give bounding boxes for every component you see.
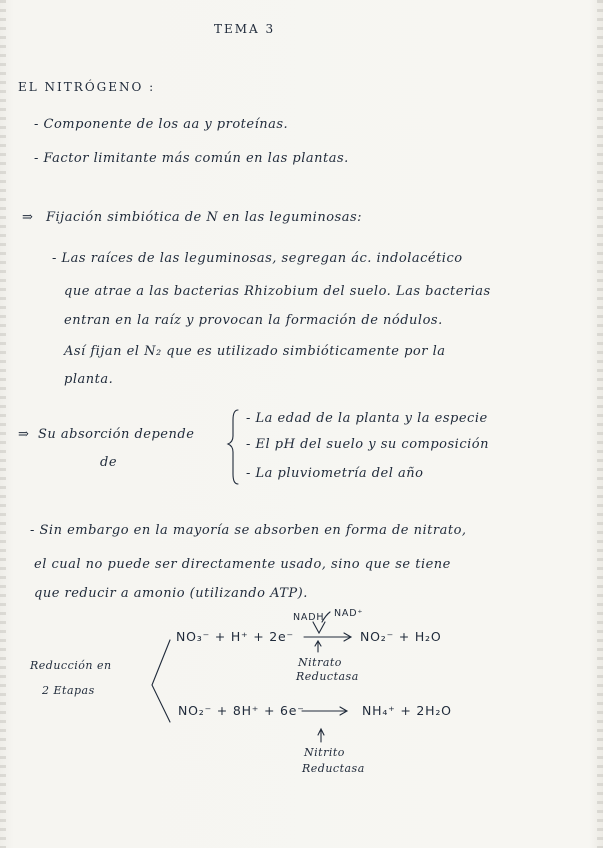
paragraph-line: - Las raíces de las leguminosas, segregan ác. indolacético — [52, 251, 463, 266]
absorption-factor: - La pluviometría del año — [246, 466, 424, 481]
paragraph-line: Así fijan el N₂ que es utilizado simbióticamente por la — [64, 344, 446, 359]
enzyme-label: Reductasa — [296, 670, 359, 683]
paragraph-line: que reducir a amonio (utilizando ATP). — [34, 586, 308, 601]
section-heading: EL NITRÓGENO : — [18, 80, 156, 94]
paragraph-line: planta. — [64, 372, 114, 387]
absorption-label: de — [100, 455, 118, 470]
cofactor-nadh: NADH — [293, 612, 325, 623]
reduction-label: Reducción en — [30, 659, 112, 672]
paragraph-line: el cual no puede ser directamente usado, sino que se tiene — [34, 557, 451, 572]
paragraph-line: que atrae a las bacterias Rhizobium del suelo. Las bacterias — [64, 284, 491, 299]
enzyme-label: Nitrito — [304, 746, 345, 759]
reaction2-reactants: NO₂⁻ + 8H⁺ + 6e⁻ — [178, 703, 305, 718]
implication-arrow: ⇒ — [18, 427, 30, 442]
page-perforation-left — [0, 0, 6, 848]
enzyme-label: Reductasa — [302, 762, 365, 775]
implication-arrow: ⇒ — [22, 210, 34, 225]
enzyme-label: Nitrato — [298, 656, 342, 669]
fixation-heading: Fijación simbiótica de N en las leguminosas: — [46, 210, 363, 225]
paragraph-line: entran en la raíz y provocan la formación de nódulos. — [64, 313, 443, 328]
absorption-factor: - El pH del suelo y su composición — [246, 437, 489, 452]
page-title: TEMA 3 — [214, 22, 276, 36]
reaction1-products: NO₂⁻ + H₂O — [360, 629, 442, 644]
absorption-factor: - La edad de la planta y la especie — [246, 411, 488, 426]
reaction1-reactants: NO₃⁻ + H⁺ + 2e⁻ — [176, 629, 294, 644]
reduction-label: 2 Etapas — [42, 684, 95, 697]
bullet-item: - Componente de los aa y proteínas. — [34, 117, 289, 132]
cofactor-nad: NAD⁺ — [334, 608, 364, 619]
bullet-item: - Factor limitante más común en las plantas. — [34, 151, 349, 166]
paragraph-line: - Sin embargo en la mayoría se absorben en forma de nitrato, — [30, 523, 467, 538]
absorption-label: Su absorción depende — [38, 427, 195, 442]
reaction2-products: NH₄⁺ + 2H₂O — [362, 703, 452, 718]
page-perforation-right — [597, 0, 603, 848]
